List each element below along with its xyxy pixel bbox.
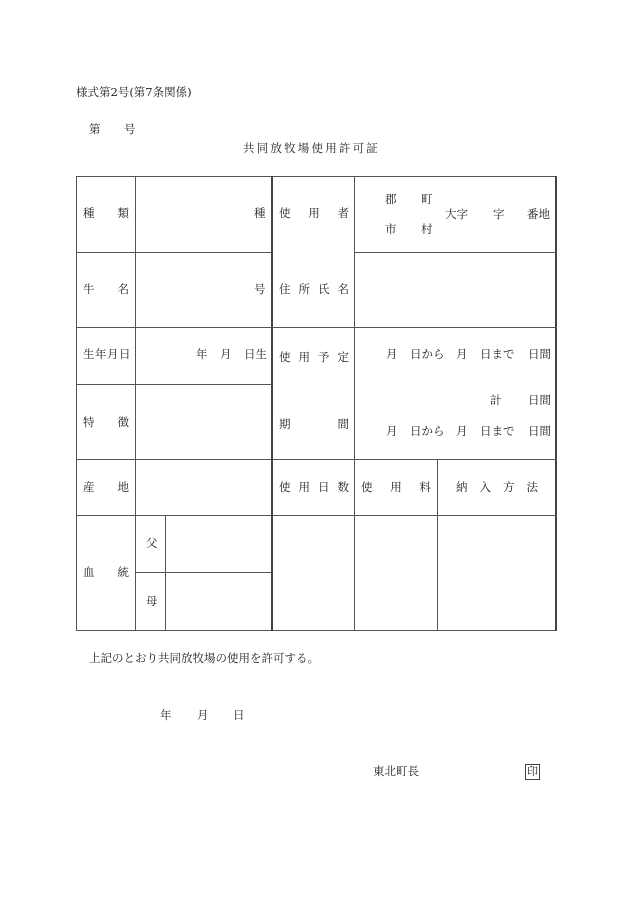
- table-border-top: [76, 176, 557, 177]
- cow-name-field[interactable]: [137, 255, 267, 323]
- kind-suffix: 種: [254, 206, 266, 220]
- table-border-right: [555, 176, 557, 631]
- usage-fee-field[interactable]: [356, 518, 435, 628]
- address-oaza: 大字: [445, 207, 468, 221]
- label-address-name: 住 所 氏 名: [279, 282, 349, 296]
- address-banchi: 番地: [527, 207, 550, 221]
- col-divider-2: [271, 176, 273, 631]
- row-divider-4: [76, 459, 557, 460]
- seal-mark: 印: [527, 765, 538, 778]
- label-father: 父: [146, 536, 158, 550]
- table-border-left: [76, 176, 77, 631]
- label-usage-fee: 使 用 料: [361, 480, 431, 494]
- label-mother: 母: [146, 594, 158, 608]
- name-field[interactable]: [356, 255, 553, 323]
- row-divider-1-right: [354, 252, 556, 253]
- address-mura: 村: [421, 222, 433, 236]
- table-border-bottom: [76, 630, 557, 631]
- address-gun: 郡: [385, 192, 397, 206]
- address-aza: 字: [493, 207, 505, 221]
- col-divider-4: [437, 459, 438, 631]
- col-divider-3: [354, 176, 355, 631]
- label-payment-method: 納 入 方 法: [456, 480, 538, 494]
- col-divider-1: [135, 176, 136, 631]
- address-shi: 市: [385, 222, 397, 236]
- label-usage-days: 使 用 日 数: [279, 480, 349, 494]
- label-user: 使 用 者: [279, 206, 349, 220]
- form-number: 様式第2号(第7条関係): [76, 85, 192, 99]
- address-machi: 町: [421, 192, 433, 206]
- usage-days-field[interactable]: [274, 518, 352, 628]
- label-period: 期 間: [279, 417, 349, 431]
- row-divider-5: [76, 515, 557, 516]
- label-cow-name: 牛 名: [83, 282, 129, 296]
- label-birthdate: 生年月日: [83, 347, 131, 361]
- label-features: 特 徴: [83, 415, 129, 429]
- label-pedigree: 血 統: [83, 565, 129, 579]
- pedigree-row-divider: [135, 572, 272, 573]
- label-kind: 種 類: [83, 206, 129, 220]
- kind-field[interactable]: [137, 180, 267, 248]
- serial-prefix: 第: [89, 122, 101, 136]
- permit-statement: 上記のとおり共同放牧場の使用を許可する。: [89, 651, 319, 665]
- serial-suffix: 号: [124, 122, 136, 136]
- origin-field[interactable]: [137, 462, 267, 512]
- pedigree-subcol-divider: [165, 515, 166, 631]
- document-title: 共同放牧場使用許可証: [243, 141, 380, 155]
- birth-year-suffix: 年: [196, 347, 208, 361]
- payment-method-field[interactable]: [439, 518, 553, 628]
- row-divider-3-left: [76, 384, 272, 385]
- row-divider-2: [76, 327, 557, 328]
- issuer-title: 東北町長: [373, 764, 419, 778]
- mother-field[interactable]: [167, 575, 267, 627]
- row-divider-1-left: [76, 252, 272, 253]
- father-field[interactable]: [167, 518, 267, 568]
- label-planned-use: 使 用 予 定: [279, 350, 349, 364]
- birth-month-suffix: 月: [220, 347, 232, 361]
- features-field[interactable]: [137, 387, 267, 455]
- birth-day-suffix: 日生: [244, 347, 267, 361]
- cow-name-suffix: 号: [254, 282, 266, 296]
- label-origin: 産 地: [83, 480, 129, 494]
